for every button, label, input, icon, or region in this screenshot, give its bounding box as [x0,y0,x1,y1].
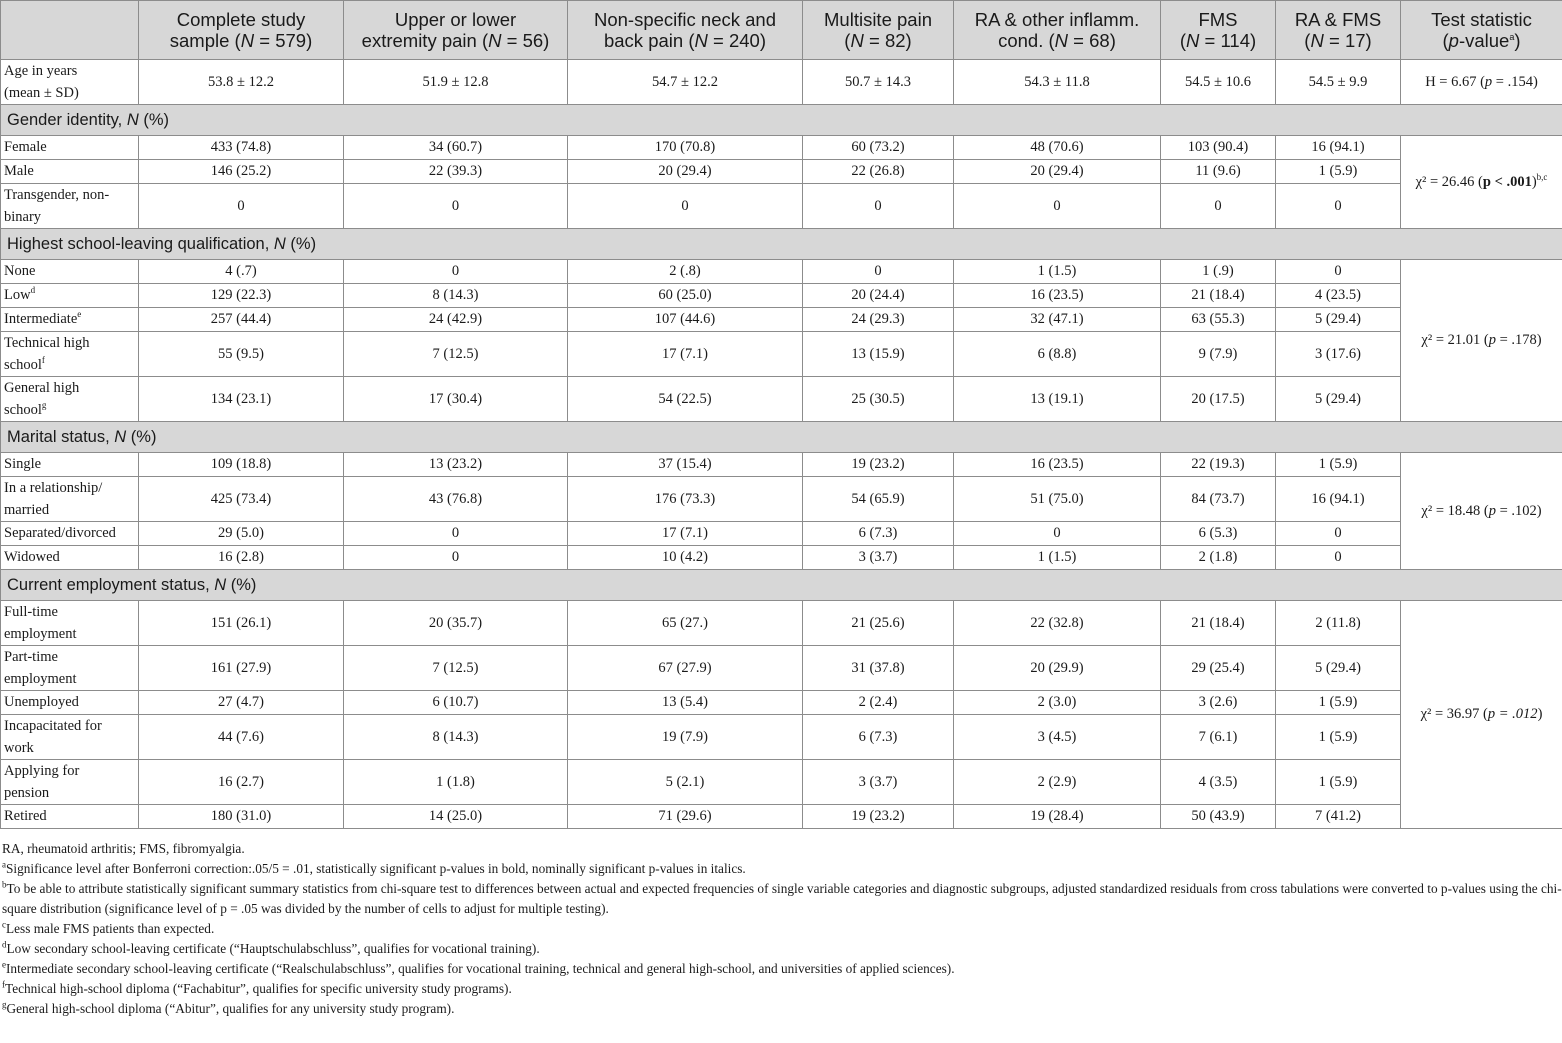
table-cell: 16 (94.1) [1276,136,1401,160]
table-cell: 50 (43.9) [1161,805,1276,829]
table-cell: 0 [344,546,568,570]
table-cell: 5 (29.4) [1276,308,1401,332]
table-cell: 2 (.8) [568,260,803,284]
table-cell: 0 [1276,522,1401,546]
table-cell: 146 (25.2) [139,160,344,184]
table-cell: 24 (29.3) [803,308,954,332]
table-cell: 0 [803,260,954,284]
table-cell: 1 (5.9) [1276,453,1401,477]
header-complete-sample: Complete study sample (N = 579) [139,1,344,60]
table-cell: 0 [1276,260,1401,284]
table-cell: 433 (74.8) [139,136,344,160]
table-cell: 17 (30.4) [344,377,568,422]
table-row [1,477,1562,522]
table-cell: 21 (18.4) [1161,601,1276,646]
section-header-school [1,229,1562,260]
row-label: Retired [1,805,139,829]
table-cell: 5 (29.4) [1276,646,1401,691]
table-cell: 6 (10.7) [344,691,568,715]
table-cell: 107 (44.6) [568,308,803,332]
table-cell: 54.7 ± 12.2 [568,60,803,105]
table-row [1,377,1562,422]
table-cell: 71 (29.6) [568,805,803,829]
table-cell: 0 [568,184,803,229]
header-ra-fms: RA & FMS (N = 17) [1276,1,1401,60]
section-header-employment [1,570,1562,601]
table-cell: 6 (7.3) [803,715,954,760]
header-test-statistic: Test statistic (p-value$^a$) [1401,1,1562,60]
table-cell: 109 (18.8) [139,453,344,477]
table-cell: 13 (19.1) [954,377,1161,422]
table-cell: 17 (7.1) [568,522,803,546]
table-cell: 54.5 ± 10.6 [1161,60,1276,105]
table-cell: 54.5 ± 9.9 [1276,60,1401,105]
table-cell: 0 [954,184,1161,229]
section-title: Gender identity, N (%) [1,105,1562,136]
table-cell: 161 (27.9) [139,646,344,691]
header-neck-back-pain: Non-specific neck and back pain (N = 240) [568,1,803,60]
table-cell: 19 (23.2) [803,805,954,829]
section-header-marital [1,422,1562,453]
table-cell: 53.8 ± 12.2 [139,60,344,105]
footnote-d: $^d$Low secondary school-leaving certificate (“Hauptschulabschluss”, qualifies for vocational training). [2,939,540,956]
table-cell: 0 [344,184,568,229]
footnote-c: $^c$Less male FMS patients than expected. [2,919,215,936]
row-label: Unemployed [1,691,139,715]
table-cell: 29 (5.0) [139,522,344,546]
table-cell: 17 (7.1) [568,332,803,377]
table-cell: 4 (23.5) [1276,284,1401,308]
header-ra-inflamm: RA & other inflamm. cond. (N = 68) [954,1,1161,60]
table-cell: 0 [1161,184,1276,229]
section-title: Marital status, N (%) [1,422,1562,453]
header-fms: FMS (N = 114) [1161,1,1276,60]
table-cell: 1 (5.9) [1276,760,1401,805]
table-cell: 20 (35.7) [344,601,568,646]
table-cell: 3 (3.7) [803,546,954,570]
row-label: Male [1,160,139,184]
table-cell: 129 (22.3) [139,284,344,308]
row-label: None [1,260,139,284]
table-row [1,284,1562,308]
table-cell: 48 (70.6) [954,136,1161,160]
table-cell: 3 (3.7) [803,760,954,805]
section-title: Current employment status, N (%) [1,570,1562,601]
table-cell: 24 (42.9) [344,308,568,332]
footnote-e: $^e$Intermediate secondary school-leaving certificate (“Realschulabschluss”, qualifies for vocational training, technical and general high-school, and universities of applied sciences). [2,959,955,976]
table-cell: 0 [1276,184,1401,229]
table-cell: 170 (70.8) [568,136,803,160]
table-cell: 151 (26.1) [139,601,344,646]
table-cell: 0 [139,184,344,229]
table-cell: 19 (23.2) [803,453,954,477]
footnote-b: $^b$To be able to attribute statistically significant summary statistics from chi-square test to differences between actual and expected frequencies of single variable categories and diagnostic subgroups, adjusted standardized residuals from cross tabulations were converted to p-values using the chi-square distribution (significance level of p = .05 was divided by the number of cells to adjust for multiple testing). [2,879,1562,916]
table-cell: 3 (2.6) [1161,691,1276,715]
footnote-abbreviations: RA, rheumatoid arthritis; FMS, fibromyalgia. [2,841,245,856]
footnote-a: $^a$Significance level after Bonferroni correction:.05/5 = .01, statistically significant p-values in bold, nominally significant p-values in italics. [2,859,746,876]
table-row [1,691,1562,715]
table-cell: 11 (9.6) [1161,160,1276,184]
table-cell: 2 (2.4) [803,691,954,715]
row-label: Age in years (mean ± SD) [1,60,139,105]
table-cell: 21 (25.6) [803,601,954,646]
section-header-gender [1,105,1562,136]
row-label: Widowed [1,546,139,570]
table-cell: 19 (28.4) [954,805,1161,829]
table-cell: 20 (17.5) [1161,377,1276,422]
table-cell: 8 (14.3) [344,284,568,308]
table-cell: 84 (73.7) [1161,477,1276,522]
table-cell: 1 (5.9) [1276,715,1401,760]
table-cell: 2 (3.0) [954,691,1161,715]
table-cell: 0 [344,522,568,546]
table-cell: 16 (2.7) [139,760,344,805]
table-cell: 51.9 ± 12.8 [344,60,568,105]
table-cell: 180 (31.0) [139,805,344,829]
row-label: Part-time employment [1,646,139,691]
table-cell: 22 (32.8) [954,601,1161,646]
employment-rows [1,601,1562,829]
table-cell: 4 (3.5) [1161,760,1276,805]
table-row [1,760,1562,805]
table-cell: 65 (27.) [568,601,803,646]
table-cell: 60 (73.2) [803,136,954,160]
row-label: Single [1,453,139,477]
table-row [1,646,1562,691]
row-label: Female [1,136,139,160]
table-row [1,546,1562,570]
table-cell: 50.7 ± 14.3 [803,60,954,105]
table-cell: 257 (44.4) [139,308,344,332]
table-cell: 0 [1276,546,1401,570]
table-row [1,522,1562,546]
age-test-statistic: H = 6.67 (p = .154) [1401,60,1562,105]
table-cell: 0 [954,522,1161,546]
header-multisite-pain: Multisite pain (N = 82) [803,1,954,60]
table-cell: 5 (2.1) [568,760,803,805]
table-cell: 55 (9.5) [139,332,344,377]
table-cell: 103 (90.4) [1161,136,1276,160]
row-label: General high school$^g$ [1,377,139,422]
table-cell: 6 (5.3) [1161,522,1276,546]
table-cell: 134 (23.1) [139,377,344,422]
table-row [1,184,1562,229]
table-cell: 21 (18.4) [1161,284,1276,308]
table-cell: 1 (1.5) [954,546,1161,570]
table-row [1,332,1562,377]
table-cell: 176 (73.3) [568,477,803,522]
table-cell: 3 (4.5) [954,715,1161,760]
table-cell: 3 (17.6) [1276,332,1401,377]
table-cell: 25 (30.5) [803,377,954,422]
school-rows [1,260,1562,422]
table-cell: 7 (12.5) [344,332,568,377]
table-row [1,60,1562,105]
table-cell: 54.3 ± 11.8 [954,60,1161,105]
table-cell: 20 (29.9) [954,646,1161,691]
footnotes [0,829,1562,1019]
table-cell: 54 (65.9) [803,477,954,522]
footnote-f: $^f$Technical high-school diploma (“Fachabitur”, qualifies for specific university study programs). [2,979,512,996]
row-label: Full-time employment [1,601,139,646]
table-cell: 20 (24.4) [803,284,954,308]
table-row [1,715,1562,760]
table-cell: 9 (7.9) [1161,332,1276,377]
table-row [1,160,1562,184]
table-cell: 425 (73.4) [139,477,344,522]
table-cell: 34 (60.7) [344,136,568,160]
table-cell: 2 (2.9) [954,760,1161,805]
row-label: In a relationship/ married [1,477,139,522]
table-cell: 13 (15.9) [803,332,954,377]
table-cell: 43 (76.8) [344,477,568,522]
section-title: Highest school-leaving qualification, N (%) [1,229,1562,260]
row-label: Transgender, non- binary [1,184,139,229]
row-label: Applying for pension [1,760,139,805]
table-cell: 27 (4.7) [139,691,344,715]
table-cell: 1 (.9) [1161,260,1276,284]
table-cell: 16 (23.5) [954,453,1161,477]
table-cell: 2 (11.8) [1276,601,1401,646]
table-cell: 0 [803,184,954,229]
table-cell: 7 (41.2) [1276,805,1401,829]
table-cell: 51 (75.0) [954,477,1161,522]
header-blank-cell [1,1,139,60]
test-statistic-cell: χ² = 21.01 (p = .178) [1401,260,1562,422]
table-row [1,260,1562,284]
table-header-row [1,1,1562,60]
table-cell: 29 (25.4) [1161,646,1276,691]
table-cell: 67 (27.9) [568,646,803,691]
table-cell: 10 (4.2) [568,546,803,570]
table-cell: 37 (15.4) [568,453,803,477]
table-row [1,453,1562,477]
table-cell: 6 (8.8) [954,332,1161,377]
row-label: Low$^d$ [1,284,139,308]
table-row [1,805,1562,829]
test-statistic-cell: χ² = 26.46 (p < .001)$^{b,c}$ [1401,136,1562,229]
table-cell: 13 (5.4) [568,691,803,715]
footnote-g: $^g$General high-school diploma (“Abitur”, qualifies for any university study program). [2,999,455,1016]
table-cell: 22 (19.3) [1161,453,1276,477]
table-cell: 31 (37.8) [803,646,954,691]
test-statistic-cell: χ² = 36.97 (p = .012) [1401,601,1562,829]
table-cell: 6 (7.3) [803,522,954,546]
table-row [1,601,1562,646]
table-cell: 7 (6.1) [1161,715,1276,760]
table-cell: 54 (22.5) [568,377,803,422]
table-cell: 1 (1.5) [954,260,1161,284]
header-extremity-pain: Upper or lower extremity pain (N = 56) [344,1,568,60]
test-statistic-cell: χ² = 18.48 (p = .102) [1401,453,1562,570]
gender-rows [1,136,1562,229]
table-cell: 44 (7.6) [139,715,344,760]
table-cell: 16 (2.8) [139,546,344,570]
table-cell: 5 (29.4) [1276,377,1401,422]
table-cell: 1 (5.9) [1276,691,1401,715]
marital-rows [1,453,1562,570]
table-cell: 2 (1.8) [1161,546,1276,570]
row-label: Technical high school$^f$ [1,332,139,377]
row-label: Incapacitated for work [1,715,139,760]
table-cell: 20 (29.4) [954,160,1161,184]
table-cell: 8 (14.3) [344,715,568,760]
table-cell: 16 (94.1) [1276,477,1401,522]
table-cell: 14 (25.0) [344,805,568,829]
table-cell: 32 (47.1) [954,308,1161,332]
table-cell: 20 (29.4) [568,160,803,184]
table-cell: 60 (25.0) [568,284,803,308]
table-cell: 22 (26.8) [803,160,954,184]
row-label: Separated/divorced [1,522,139,546]
row-label: Intermediate$^e$ [1,308,139,332]
table-cell: 1 (5.9) [1276,160,1401,184]
table-cell: 7 (12.5) [344,646,568,691]
table-row [1,308,1562,332]
table-cell: 13 (23.2) [344,453,568,477]
table-cell: 63 (55.3) [1161,308,1276,332]
table-cell: 16 (23.5) [954,284,1161,308]
table-cell: 4 (.7) [139,260,344,284]
table-cell: 0 [344,260,568,284]
table-cell: 22 (39.3) [344,160,568,184]
table-cell: 1 (1.8) [344,760,568,805]
table-cell: 19 (7.9) [568,715,803,760]
table-row [1,136,1562,160]
